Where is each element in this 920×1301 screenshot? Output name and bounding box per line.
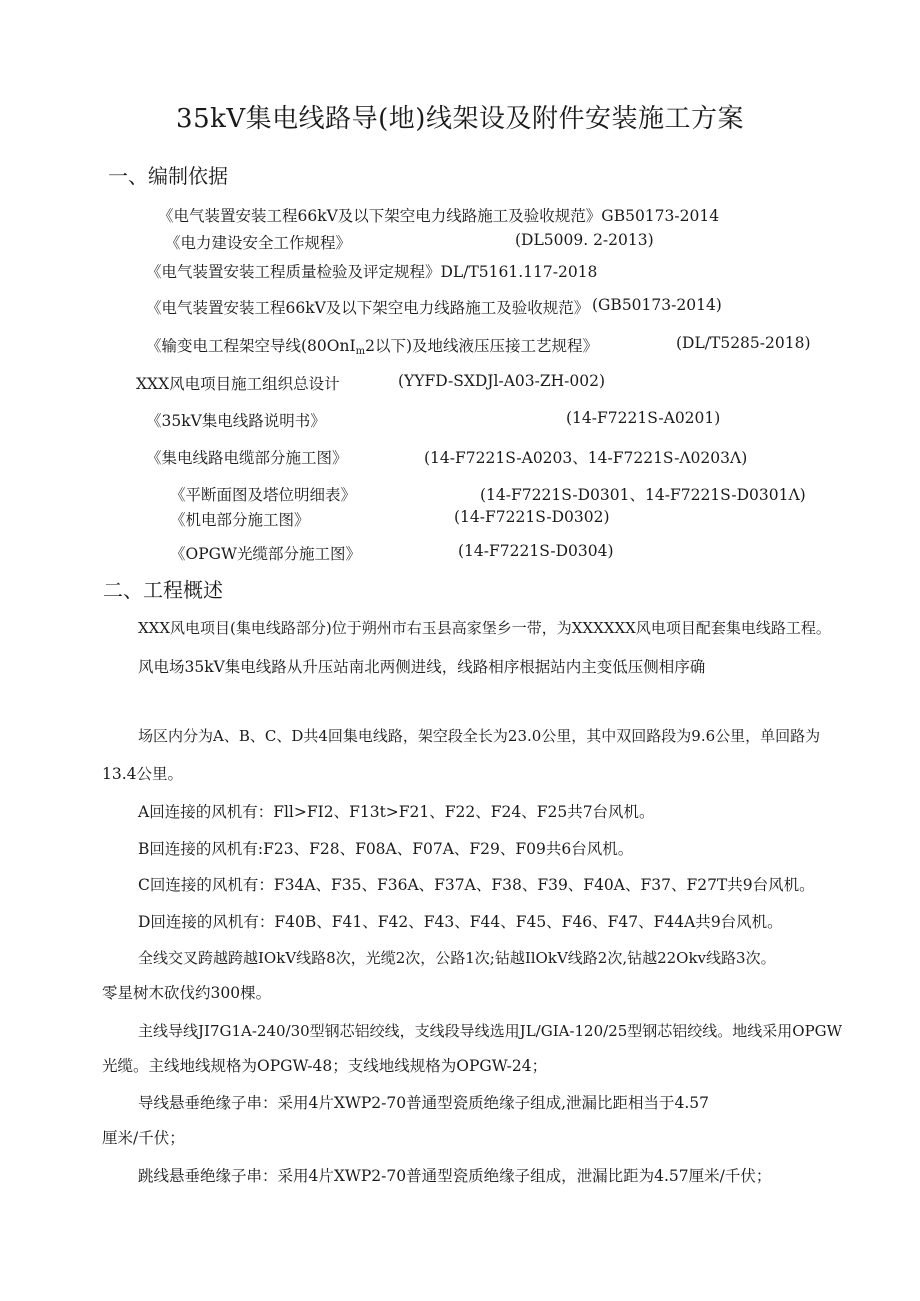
reference-code: (14-F7221S-D0304)	[458, 542, 614, 560]
reference-name: 《机电部分施工图》	[170, 511, 310, 529]
reference-name: 《电气装置安装工程质量检验及评定规程》DL/T5161.117-2018	[146, 263, 598, 281]
reference-name-part: 《输变电工程架空导线(80OnI	[146, 337, 356, 355]
reference-name: 《电气装置安装工程66kV及以下架空电力线路施工及验收规范》	[146, 299, 590, 317]
paragraph: 主线导线JI7G1A-240/30型钢芯铝绞线，支线段导线选用JL/GIA-120/25型钢芯铝绞线。地线采用OPGW	[138, 1022, 843, 1040]
paragraph: 跳线悬垂绝缘子串：采用4片XWP2-70普通型瓷质绝缘子组成，泄漏比距为4.57厘米/千伏；	[138, 1167, 772, 1185]
paragraph: B回连接的风机有:F23、F28、F08A、F07A、F29、F09共6台风机。	[138, 840, 634, 858]
reference-name-subscript: m	[355, 346, 366, 357]
section-heading-overview: 二、工程概述	[103, 578, 223, 602]
reference-code: (14-F7221S-D0301、14-F7221S-D0301Λ)	[480, 486, 806, 504]
paragraph: 零星树木砍伐约300棵。	[102, 984, 272, 1002]
reference-code: (YYFD-SXDJl-A03-ZH-002)	[398, 372, 606, 390]
paragraph: 全线交叉跨越跨越IOkV线路8次，光缆2次，公路1次;钻越IlOkV线路2次,钻越22Okv线路3次。	[138, 949, 776, 967]
paragraph: 光缆。主线地线规格为OPGW-48；支线地线规格为OPGW-24；	[102, 1057, 548, 1075]
reference-name: 《OPGW光缆部分施工图》	[170, 545, 361, 563]
paragraph: 13.4公里。	[102, 765, 184, 783]
reference-name: 《35kV集电线路说明书》	[146, 412, 326, 430]
reference-code: (14-F7221S-A0203、14-F7221S-Λ0203Λ)	[424, 449, 748, 467]
reference-name	[146, 334, 598, 357]
paragraph: D回连接的风机有：F40B、F41、F42、F43、F44、F45、F46、F47、F44A共9台风机。	[138, 913, 783, 931]
document-title: 35kV集电线路导(地)线架设及附件安装施工方案	[176, 104, 744, 134]
reference-code: (GB50173-2014)	[592, 296, 722, 314]
paragraph: 场区内分为A、B、C、D共4回集电线路，架空段全长为23.0公里，其中双回路段为9.6公里，单回路为	[138, 727, 821, 745]
reference-name-part: 2以下)及地线液压压接工艺规程》	[365, 337, 598, 355]
reference-name: 《电气装置安装工程66kV及以下架空电力线路施工及验收规范》GB50173-2014	[158, 207, 720, 225]
paragraph: XXX风电项目(集电线路部分)位于朔州市右玉县高家堡乡一带，为XXXXXX风电项目配套集电线路工程。	[138, 619, 831, 637]
reference-name: 《电力建设安全工作规程》	[165, 234, 352, 252]
section-heading-basis: 一、编制依据	[108, 164, 228, 188]
reference-name: XXX风电项目施工组织总设计	[136, 375, 340, 393]
reference-name: 《集电线路电缆部分施工图》	[146, 449, 348, 467]
reference-code: (DL/T5285-2018)	[676, 334, 811, 352]
reference-code: (14-F7221S-A0201)	[566, 409, 721, 427]
paragraph: 风电场35kV集电线路从升压站南北两侧进线，线路相序根据站内主变低压侧相序确	[138, 658, 706, 676]
reference-code: (DL5009. 2-2013)	[515, 231, 654, 249]
reference-code: (14-F7221S-D0302)	[454, 508, 610, 526]
paragraph: A回连接的风机有：Fll>FI2、F13t>F21、F22、F24、F25共7台风机。	[138, 803, 655, 821]
paragraph: 厘米/千伏；	[102, 1129, 185, 1147]
paragraph: C回连接的风机有：F34A、F35、F36A、F37A、F38、F39、F40A、F37、F27T共9台风机。	[138, 876, 815, 894]
reference-name: 《平断面图及塔位明细表》	[170, 486, 357, 504]
paragraph: 导线悬垂绝缘子串：采用4片XWP2-70普通型瓷质绝缘子组成,泄漏比距相当于4.57	[138, 1094, 710, 1112]
